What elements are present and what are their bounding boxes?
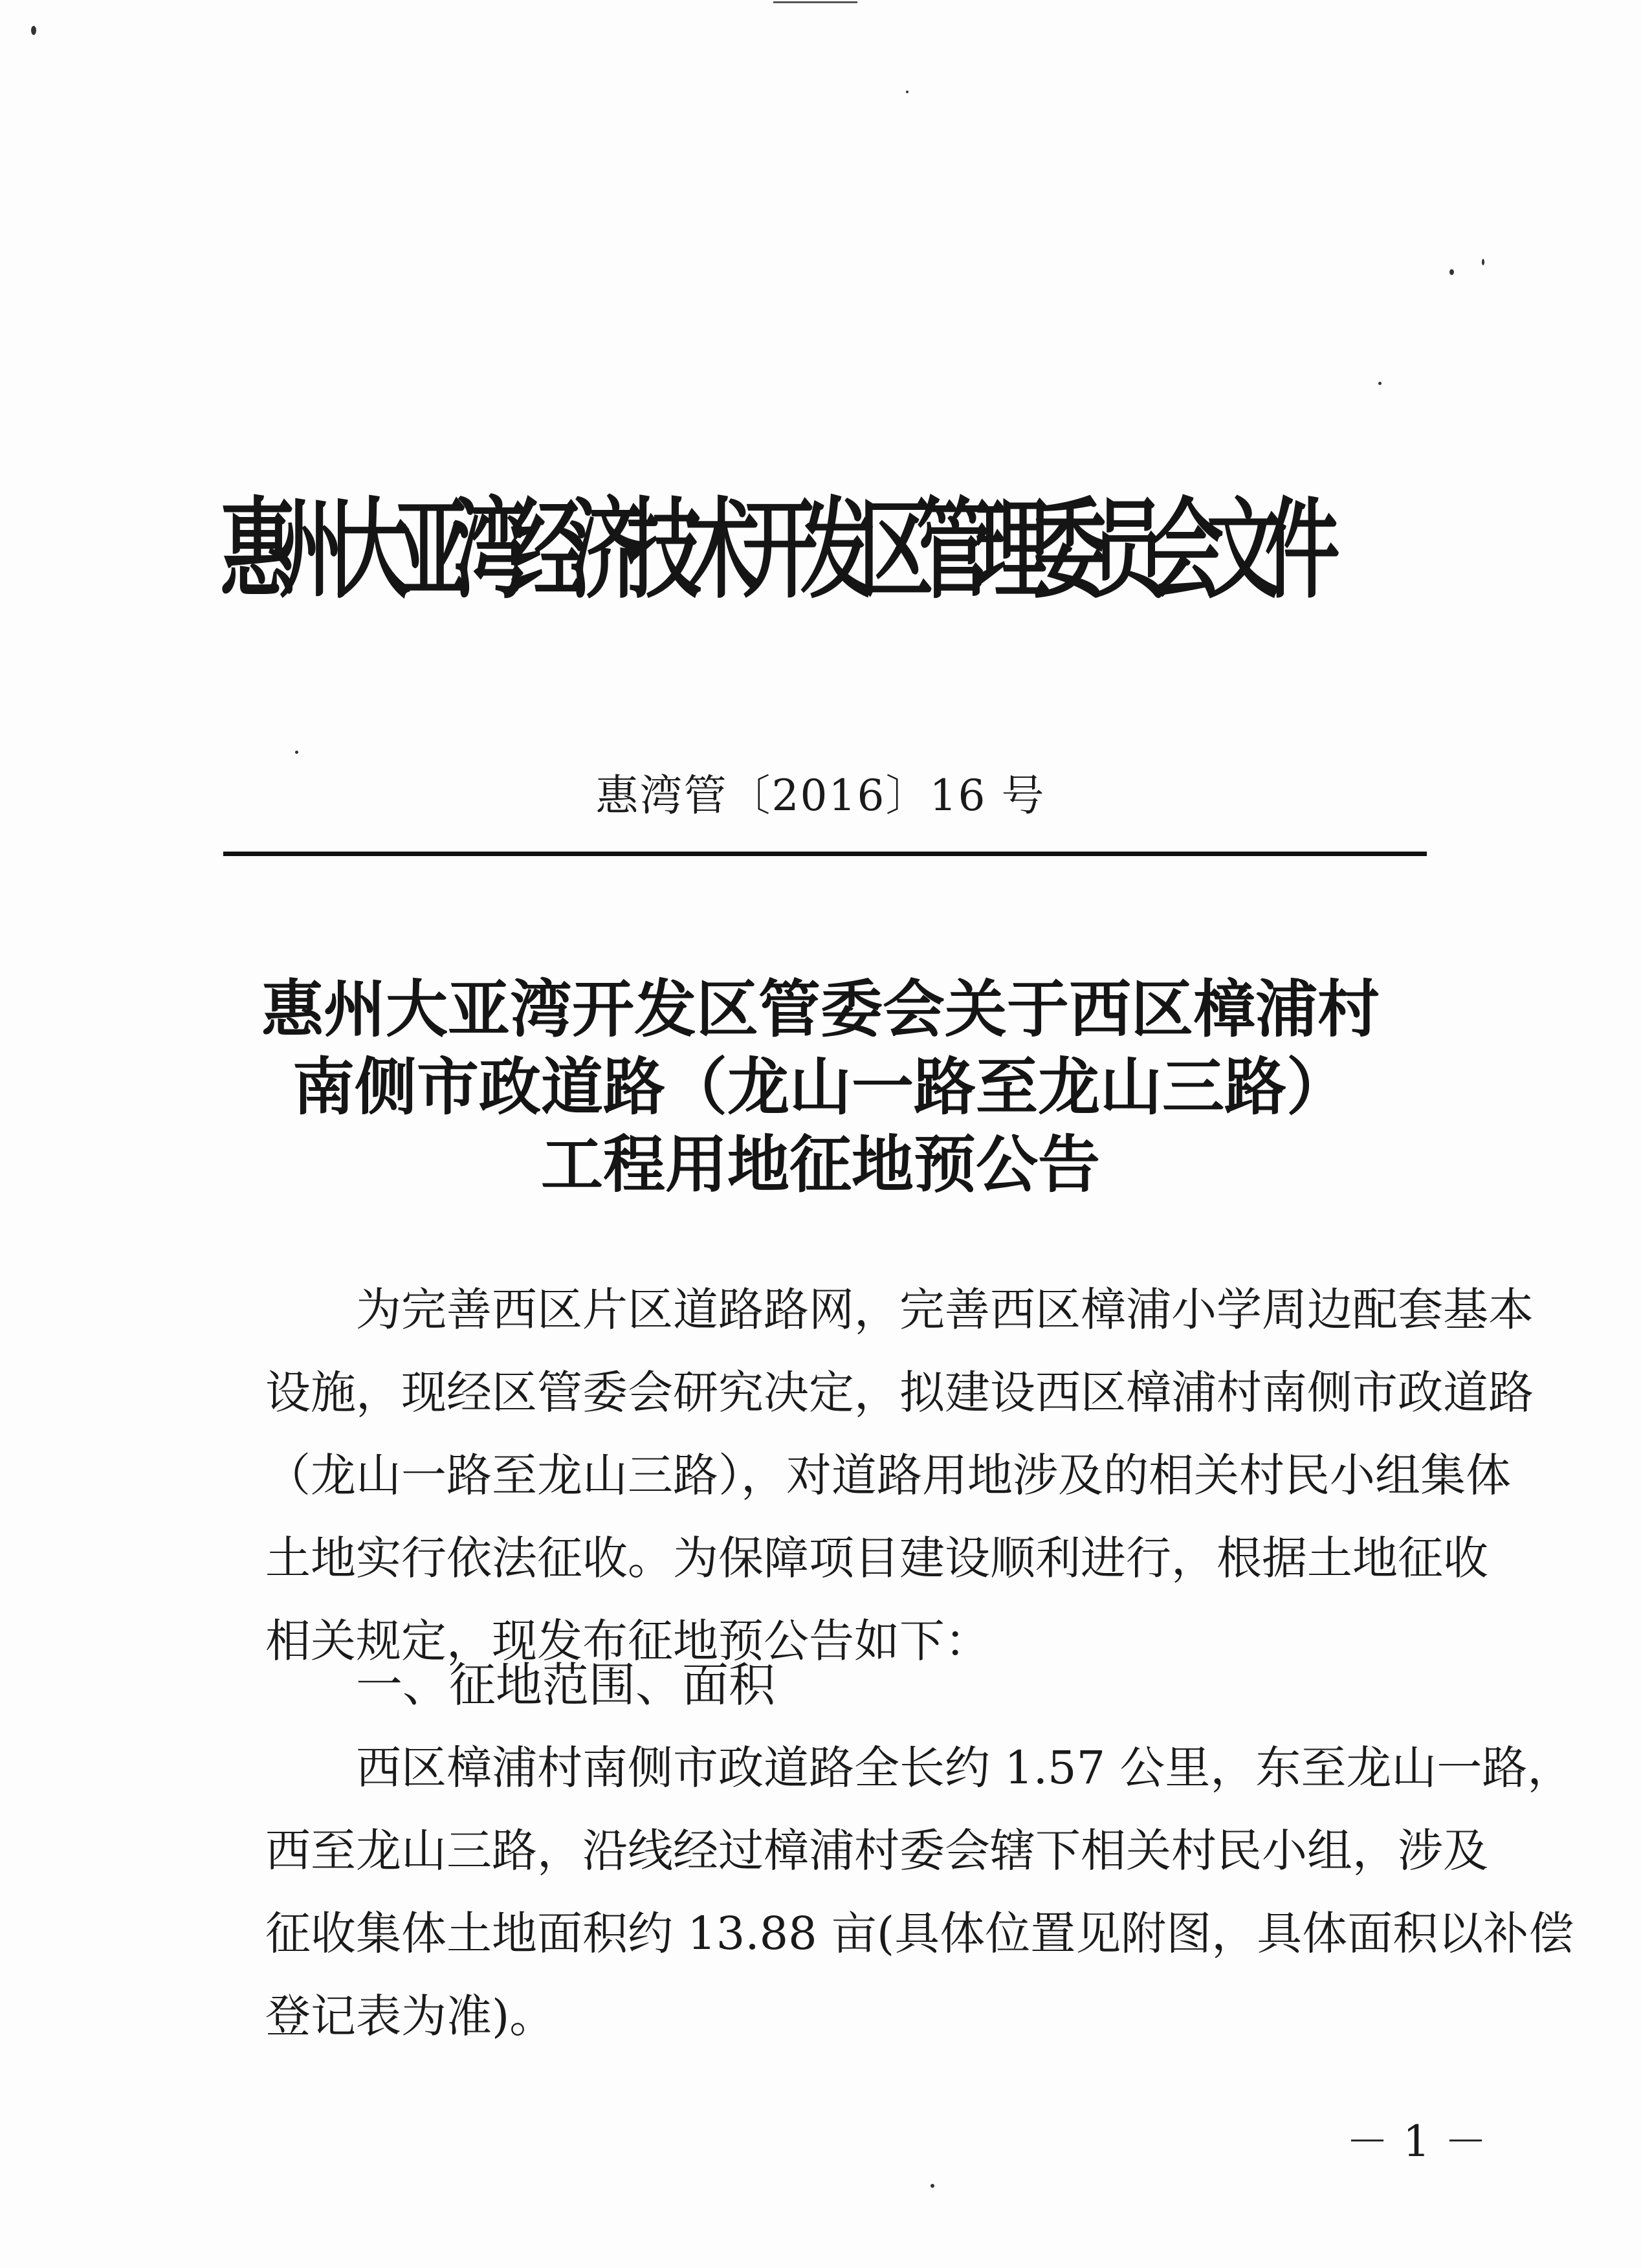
- section-heading: 一、征地范围、面积: [356, 1658, 776, 1712]
- page-number: －1－: [1346, 2117, 1501, 2166]
- scan-speck: [1378, 382, 1382, 385]
- header-divider: [223, 852, 1427, 856]
- paragraph-line: 西区樟浦村南侧市政道路全长约 1.57 公里，东至龙山一路，: [356, 1741, 1573, 1794]
- title-line: 惠州大亚湾开发区管委会关于西区樟浦村: [261, 973, 1380, 1046]
- paragraph-line: 为完善西区片区道路路网，完善西区樟浦小学周边配套基本: [356, 1283, 1534, 1336]
- paragraph-line: 登记表为准)。: [265, 1990, 555, 2043]
- paragraph-line: 征收集体土地面积约 13.88 亩(具体位置见附图，具体面积以补偿: [265, 1907, 1574, 1960]
- scan-speck: [906, 91, 909, 93]
- paragraph-line: 相关规定，现发布征地预公告如下：: [265, 1614, 990, 1668]
- paragraph-intro: [265, 1268, 1534, 1682]
- scan-speck: [1449, 269, 1454, 275]
- scan-mark: [773, 1, 857, 3]
- document-number: 惠湾管〔2016〕16 号: [595, 771, 1046, 820]
- scan-speck: [295, 751, 298, 754]
- paragraph-line: 设施，现经区管委会研究决定，拟建设西区樟浦村南侧市政道路: [265, 1366, 1534, 1419]
- document-header: 惠州大亚湾经济技术开发区管理委员会文件: [220, 487, 1323, 613]
- scan-speck: [931, 2184, 934, 2188]
- paragraph-scope: [265, 1726, 1574, 2058]
- paragraph-line: 土地实行依法征收。为保障项目建设顺利进行，根据土地征收: [265, 1532, 1488, 1585]
- title-line: 南侧市政道路（龙山一路至龙山三路）: [292, 1051, 1349, 1123]
- paragraph-line: 西至龙山三路，沿线经过樟浦村委会辖下相关村民小组，涉及: [265, 1824, 1488, 1877]
- scan-speck: [1482, 259, 1484, 265]
- paragraph-line: （龙山一路至龙山三路），对道路用地涉及的相关村民小组集体: [265, 1449, 1511, 1502]
- scan-speck: [31, 26, 36, 35]
- title-line: 工程用地征地预公告: [541, 1128, 1100, 1201]
